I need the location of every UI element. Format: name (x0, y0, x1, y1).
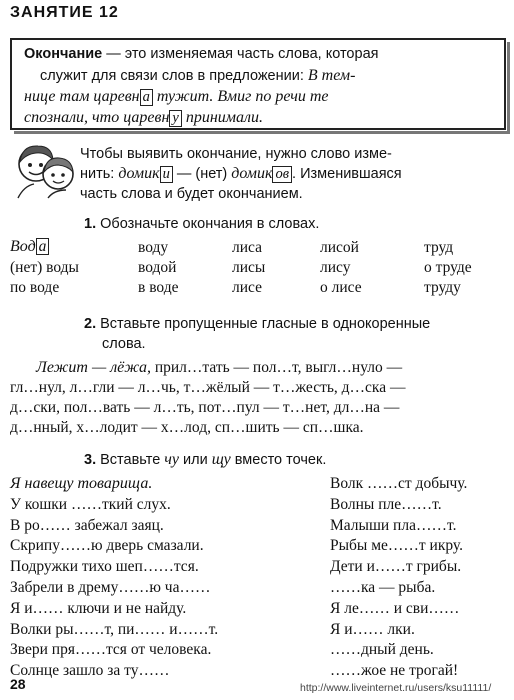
ex3-sentence: Дети и……т грибы. (330, 558, 462, 576)
ex3-right-column (330, 474, 467, 682)
ex3-sentence: ……жое не трогай! (330, 662, 459, 680)
ex3-sentence: ……дный день. (330, 641, 434, 659)
rule-term: Окончание (24, 46, 103, 62)
ex1-word: лиса (232, 239, 262, 256)
ending-box: а (140, 89, 153, 106)
ex2-line-2: гл…нул, л…гли — л…чь, т…жёлый — т…жесть, д…ска — (10, 379, 406, 396)
tip-line-2: нить: домик и — (нет) домик ов . Изменившаяся (80, 165, 402, 182)
ex3-left-column (10, 474, 218, 682)
ex3-sentence: У кошки ……ткий слух. (10, 495, 171, 513)
ex3-sentence: ……ка — рыба. (330, 578, 436, 596)
exercise-3-heading: 3. Вставьте чу или щу вместо точек. (84, 451, 327, 468)
ex2-line-4: д…нный, х…лодит — х…лод, сп…шить — сп…шка. (10, 419, 364, 436)
rule-line-1: Окончание — это изменяемая часть слова, которая (24, 46, 379, 62)
ex3-sentence: Подружки тихо шеп……тся. (10, 558, 199, 576)
ex3-sentence: Забрели в дрему……ю ча…… (10, 578, 211, 596)
ex3-sentence: Рыбы ме……т икру. (330, 537, 463, 555)
exercise-1-heading: 1. Обозначьте окончания в словах. (84, 216, 320, 232)
ex3-example-sentence: Я навещу товарища. (10, 475, 153, 492)
ex1-word: о труде (424, 259, 472, 276)
ex1-first-word: Вод а (10, 238, 49, 256)
source-url[interactable]: http://www.liveinternet.ru/users/ksu11111/ (300, 682, 492, 694)
ex1-word: в воде (138, 279, 179, 296)
ex1-word: лисе (232, 279, 262, 296)
ending-box: у (169, 110, 181, 127)
lesson-title: ЗАНЯТИЕ 12 (10, 4, 119, 21)
ex1-word: по воде (10, 279, 60, 296)
ex3-sentence: Скрипу……ю дверь смазали. (10, 537, 204, 555)
tip-line-1: Чтобы выявить окончание, нужно слово изме- (80, 146, 392, 162)
ex3-sentence: Звери пря……тся от человека. (10, 641, 212, 659)
ex2-line-1: Лежит — лёжа, прил…тать — пол…т, выгл…нуло — (36, 359, 403, 376)
ex3-sentence: Я и…… лки. (330, 620, 415, 638)
page-number: 28 (10, 676, 26, 692)
ex3-sentence: Волки ры……т, пи…… и……т. (10, 620, 219, 638)
ending-box: а (36, 238, 50, 255)
ex3-sentence: Малыши пла……т. (330, 516, 457, 534)
ex1-word: воду (138, 239, 169, 256)
ex3-sentence: Волны пле……т. (330, 495, 442, 513)
ex3-sentence: Я ле…… и сви…… (330, 599, 460, 617)
rule-line-2: служит для связи слов в предложении: В тем- (40, 67, 356, 84)
ex1-word: лисой (320, 239, 359, 256)
rule-line-4: спознали, что царевн у принимали. (24, 109, 263, 126)
ex3-sentence: В ро…… забежал заяц. (10, 516, 164, 534)
ex3-sentence: Волк ……ст добычу. (330, 475, 468, 492)
ex2-line-3: д…ски, пол…вать — л…ть, пот…пул — т…нет, дл…на — (10, 399, 400, 416)
ex1-word: (нет) воды (10, 259, 79, 276)
tip-line-3: часть слова и будет окончанием. (80, 186, 303, 202)
ex3-sentence: Солнце зашло за ту…… (10, 662, 170, 680)
ending-box: и (160, 166, 173, 183)
rule-line-3: нице там царевн а тужит. Вмиг по речи те (24, 88, 329, 105)
ex1-word: лисы (232, 259, 266, 276)
ex1-word: водой (138, 259, 177, 276)
ex1-word: труд (424, 239, 454, 256)
ex1-word: лису (320, 259, 351, 276)
ex1-word: труду (424, 279, 461, 296)
ex1-word: о лисе (320, 279, 362, 296)
children-illustration (10, 140, 78, 200)
exercise-2-heading: 2. Вставьте пропущенные гласные в однокоренные (84, 316, 431, 332)
ex3-sentence: Я и…… ключи и не найду. (10, 599, 187, 617)
ending-box: ов (272, 166, 292, 183)
exercise-2-heading-cont: слова. (102, 336, 146, 352)
